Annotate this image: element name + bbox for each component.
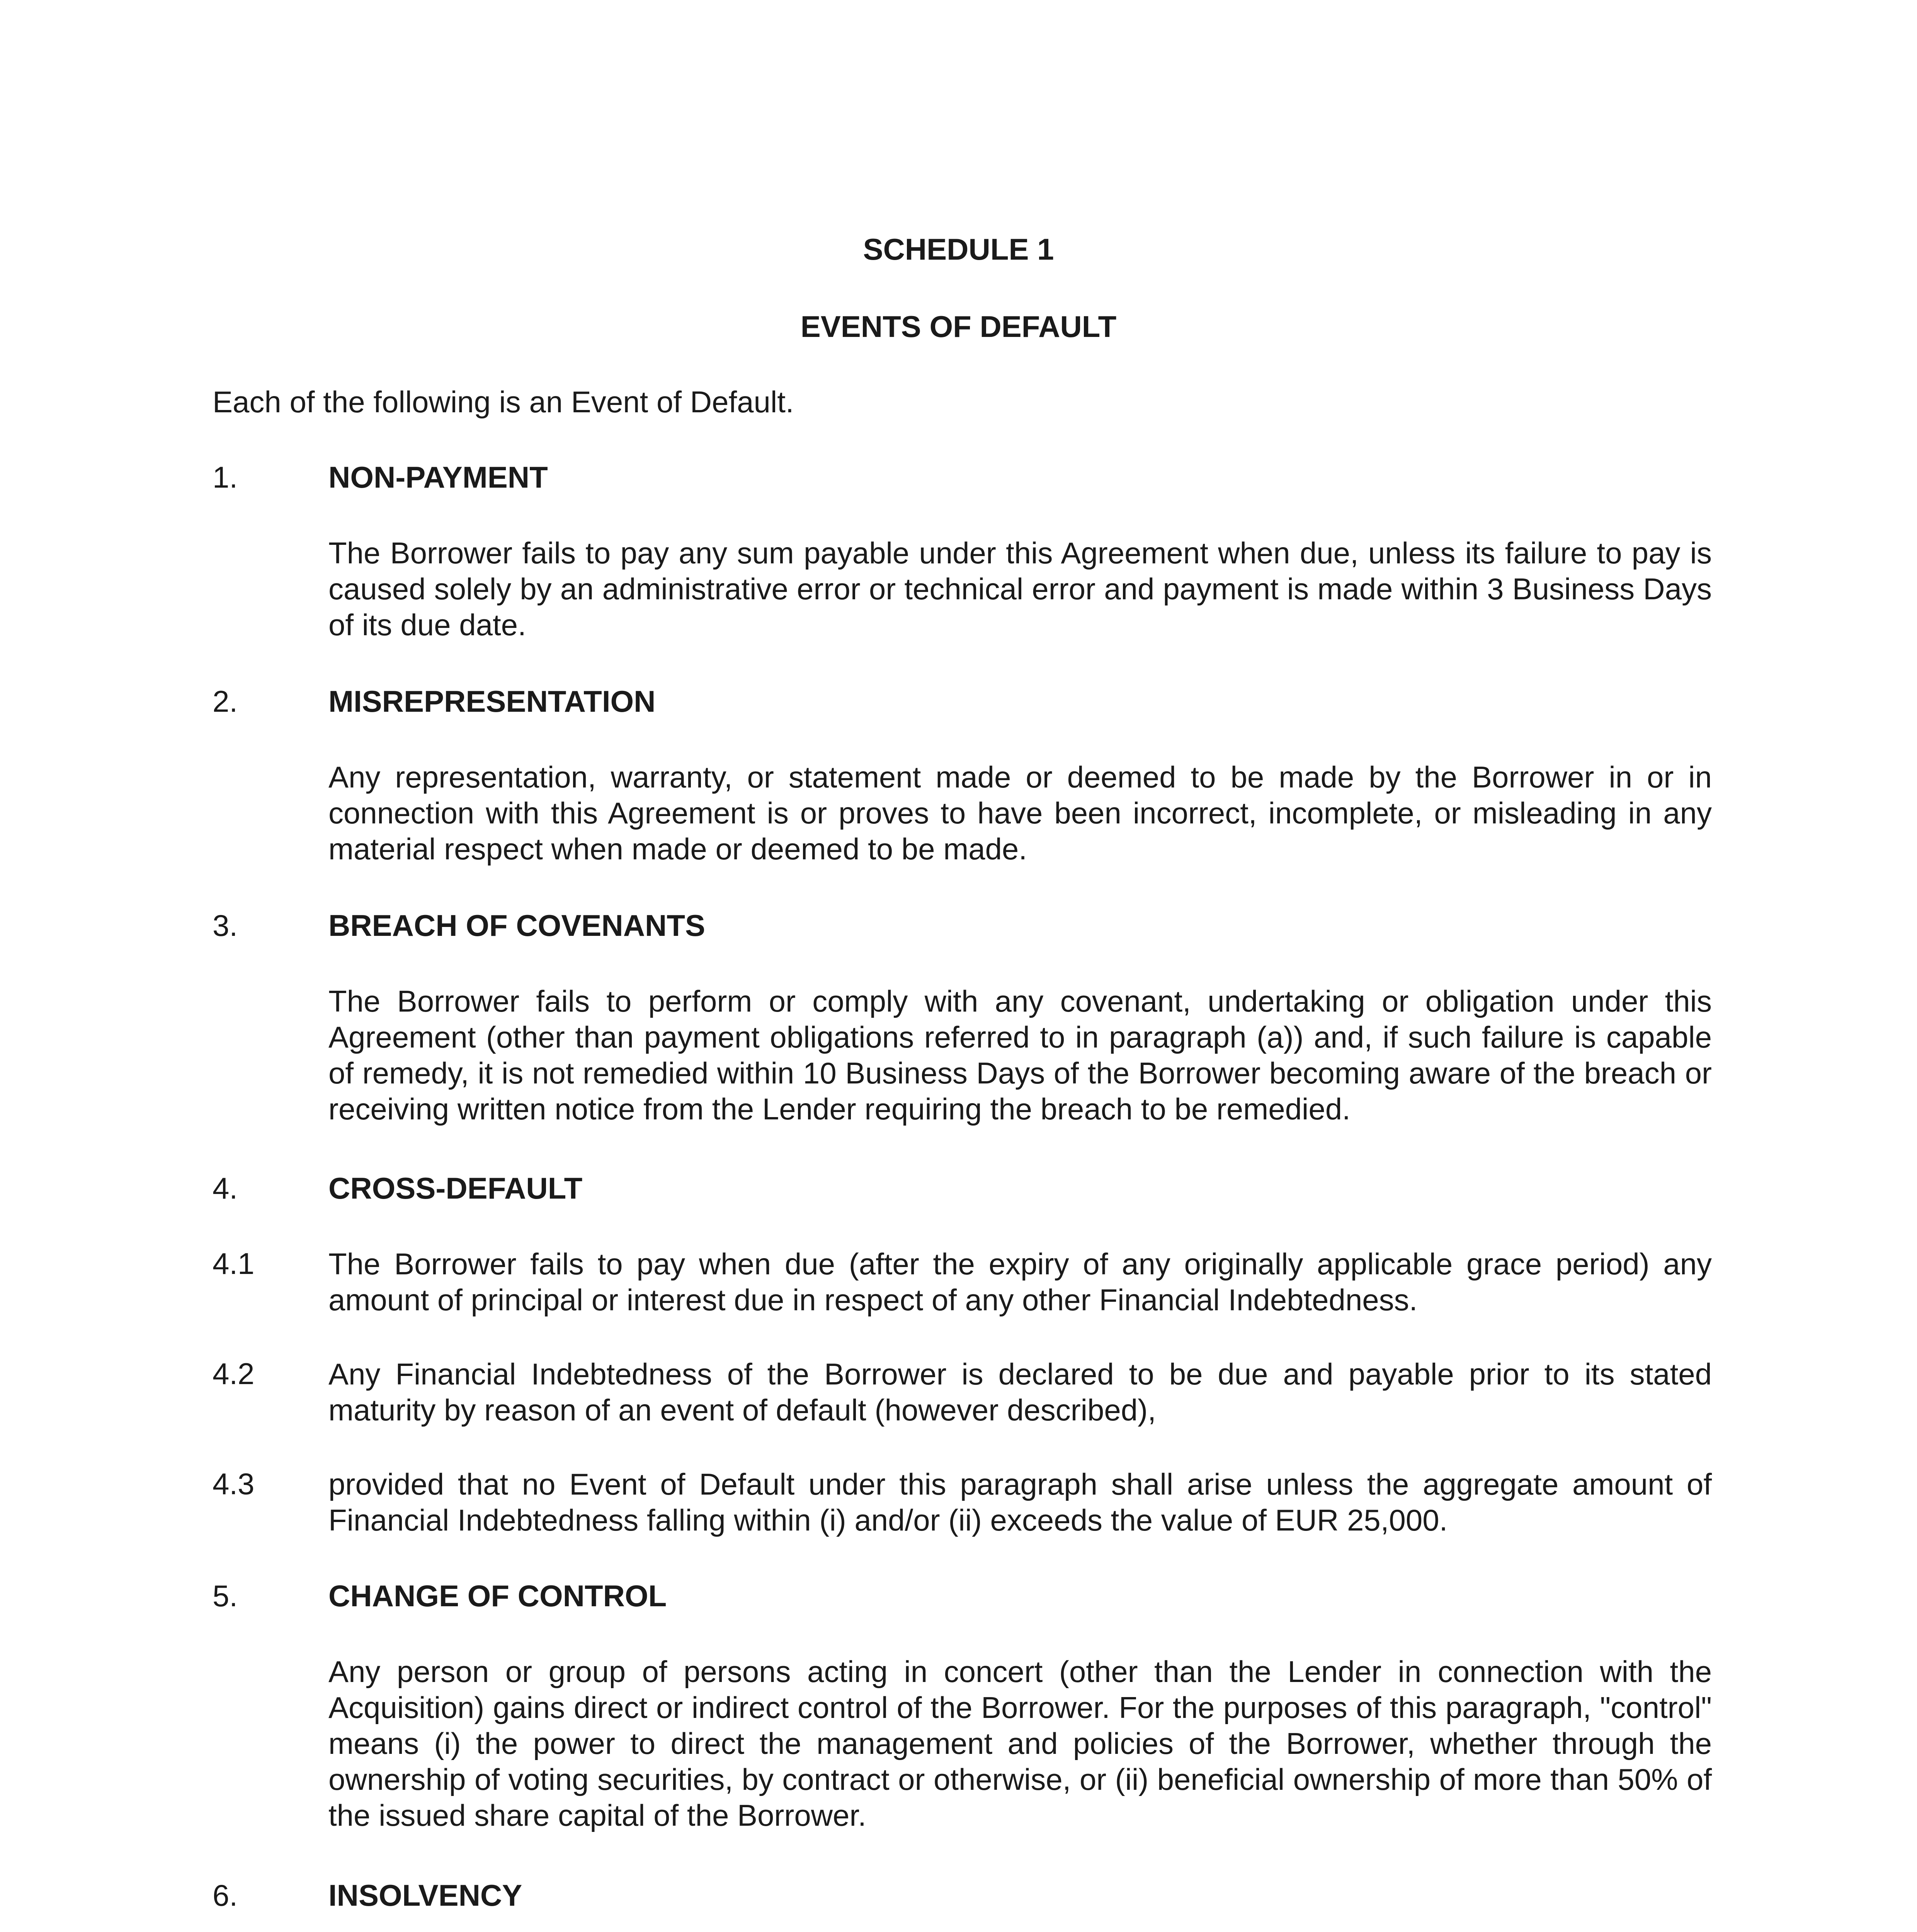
section-paragraph: The Borrower fails to pay any sum payable under this Agreement when due, unless its failure to pay is caused solely by an administrative error or technical error and payment is made within 3 Business Days of its due date.	[328, 536, 1712, 642]
section-number: 1.	[213, 460, 238, 494]
section-number: 3.	[213, 908, 238, 942]
section-paragraph: Any representation, warranty, or statement made or deemed to be made by the Borrower in or in connection with this Agreement is or proves to have been incorrect, incomplete, or misleading in any material respect when made or deemed to be made.	[328, 760, 1712, 866]
clause-number: 4.2	[213, 1357, 255, 1391]
intro-text: Each of the following is an Event of Default.	[213, 385, 794, 419]
section-number: 6.	[213, 1878, 238, 1912]
schedule-subtitle: EVENTS OF DEFAULT	[800, 310, 1117, 344]
section-paragraph: The Borrower fails to perform or comply with any covenant, undertaking or obligation under this Agreement (other than payment obligations referred to in paragraph (a)) and, if such failure is capable of remedy, it is not remedied within 10 Business Days of the Borrower becoming aware of the breach or receiving written notice from the Lender requiring the breach to be remedied.	[328, 984, 1712, 1126]
section-paragraph: Any person or group of persons acting in concert (other than the Lender in connection with the Acquisition) gains direct or indirect control of the Borrower. For the purposes of this paragraph, "control" means (i) the power to direct the management and policies of the Borrower, whether through the ownership of voting securities, by contract or otherwise, or (ii) beneficial ownership of more than 50% of the issued share capital of the Borrower.	[328, 1655, 1712, 1832]
clause-text: provided that no Event of Default under this paragraph shall arise unless the aggregate amount of Financial Indebtedness falling within (i) and/or (ii) exceeds the value of EUR 25,000.	[328, 1467, 1712, 1537]
section-number: 5.	[213, 1579, 238, 1613]
section-title: CHANGE OF CONTROL	[328, 1579, 667, 1613]
section-title: BREACH OF COVENANTS	[328, 908, 706, 942]
clause-number: 4.1	[213, 1247, 255, 1281]
section-number: 4.	[213, 1171, 238, 1205]
clause-text: Any Financial Indebtedness of the Borrower is declared to be due and payable prior to its stated maturity by reason of an event of default (however described),	[328, 1357, 1712, 1427]
schedule-title: SCHEDULE 1	[863, 232, 1054, 266]
section-number: 2.	[213, 684, 238, 718]
clause-number: 4.3	[213, 1467, 255, 1501]
section-title: CROSS-DEFAULT	[328, 1171, 583, 1205]
section-title: NON-PAYMENT	[328, 460, 548, 494]
section-title: INSOLVENCY	[328, 1878, 522, 1912]
section-title: MISREPRESENTATION	[328, 684, 656, 718]
clause-text: The Borrower fails to pay when due (after the expiry of any originally applicable grace period) any amount of principal or interest due in respect of any other Financial Indebtedness.	[328, 1247, 1712, 1317]
